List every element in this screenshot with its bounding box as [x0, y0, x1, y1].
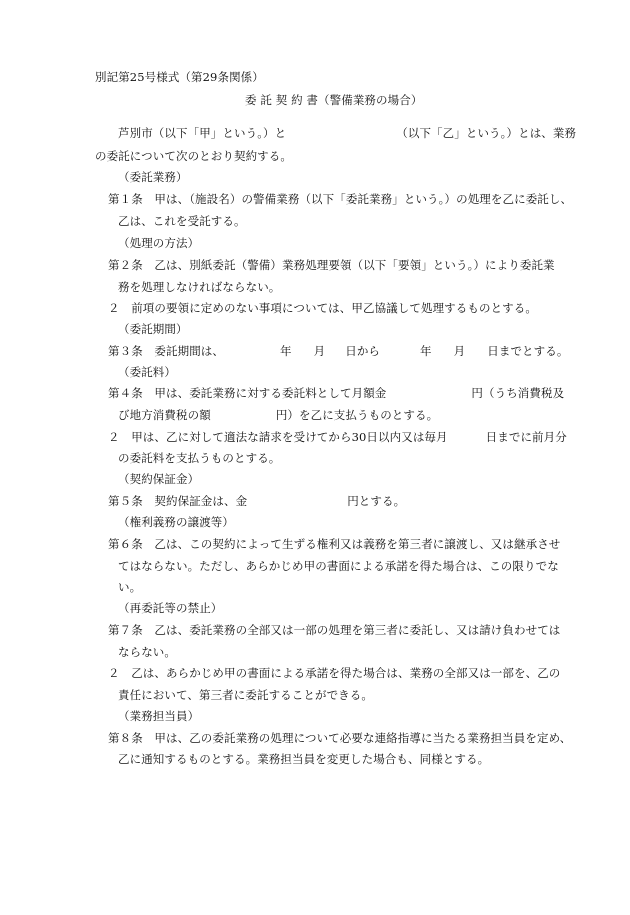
heading-article-3: （委託期間） — [118, 322, 188, 336]
article-2-line-2: 務を処理しなければならない。 — [118, 280, 281, 294]
heading-article-2: （処理の方法） — [118, 236, 200, 250]
heading-article-8: （業務担当員） — [118, 709, 200, 723]
heading-article-6: （権利義務の譲渡等） — [118, 515, 234, 529]
article-6-line-2: てはならない。ただし、あらかじめ甲の書面による承諾を得た場合は、この限りでな — [118, 559, 559, 573]
article-6-line-3: い。 — [118, 580, 142, 594]
article-4-line-2: び地方消費税の額 円）を乙に支払うものとする。 — [118, 408, 439, 422]
heading-article-1: （委託業務） — [118, 170, 188, 184]
article-1-line-1: 第１条 甲は、（施設名）の警備業務（以下「委託業務」という。）の処理を乙に委託し、 — [108, 192, 573, 206]
article-2-line-1: 第２条 乙は、別紙委託（警備）業務処理要領（以下「要領」という。）により委託業 — [108, 258, 555, 272]
article-7-paragraph-2-line-2: 責任において、第三者に委託することができる。 — [118, 688, 373, 702]
intro-line-2: の委託について次のとおり契約する。 — [95, 149, 292, 163]
article-7-line-1: 第７条 乙は、委託業務の全部又は一部の処理を第三者に委託し、又は請け負わせては — [108, 623, 561, 637]
heading-article-7: （再委託等の禁止） — [118, 601, 223, 615]
article-2-paragraph-2: ２ 前項の要領に定めのない事項については、甲乙協議して処理するものとする。 — [108, 301, 537, 315]
intro-line-1: 芦別市（以下「甲」という。）と （以下「乙」という。）とは、業務 — [118, 126, 577, 140]
article-4-paragraph-2-line-1: ２ 甲は、乙に対して適法な請求を受けてから30日以内又は毎月 日までに前月分 — [108, 430, 567, 444]
heading-article-5: （契約保証金） — [118, 472, 200, 486]
article-8-line-2: 乙に通知するものとする。業務担当員を変更した場合も、同様とする。 — [118, 752, 490, 766]
article-7-paragraph-2-line-1: ２ 乙は、あらかじめ甲の書面による承諾を得た場合は、業務の全部又は一部を、乙の — [108, 666, 561, 680]
article-5-line-1: 第５条 契約保証金は、金 円とする。 — [108, 494, 406, 508]
article-1-line-2: 乙は、これを受託する。 — [118, 214, 246, 228]
article-7-line-2: ならない。 — [118, 645, 176, 659]
article-3-line-1: 第３条 委託期間は、 年 月 日から 年 月 日までとする。 — [108, 344, 569, 358]
article-8-line-1: 第８条 甲は、乙の委託業務の処理について必要な連絡指導に当たる業務担当員を定め、 — [108, 731, 572, 745]
article-6-line-1: 第６条 乙は、この契約によって生ずる権利又は義務を第三者に譲渡し、又は継承させ — [108, 537, 561, 551]
heading-article-4: （委託料） — [118, 365, 176, 379]
document-title: 委 託 契 約 書（警備業務の場合） — [245, 93, 423, 107]
form-header: 別記第25号様式（第29条関係） — [95, 70, 264, 84]
article-4-line-1: 第４条 甲は、委託業務に対する委託料として月額金 円（うち消費税及 — [108, 386, 565, 400]
article-4-paragraph-2-line-2: の委託料を支払うものとする。 — [118, 451, 281, 465]
